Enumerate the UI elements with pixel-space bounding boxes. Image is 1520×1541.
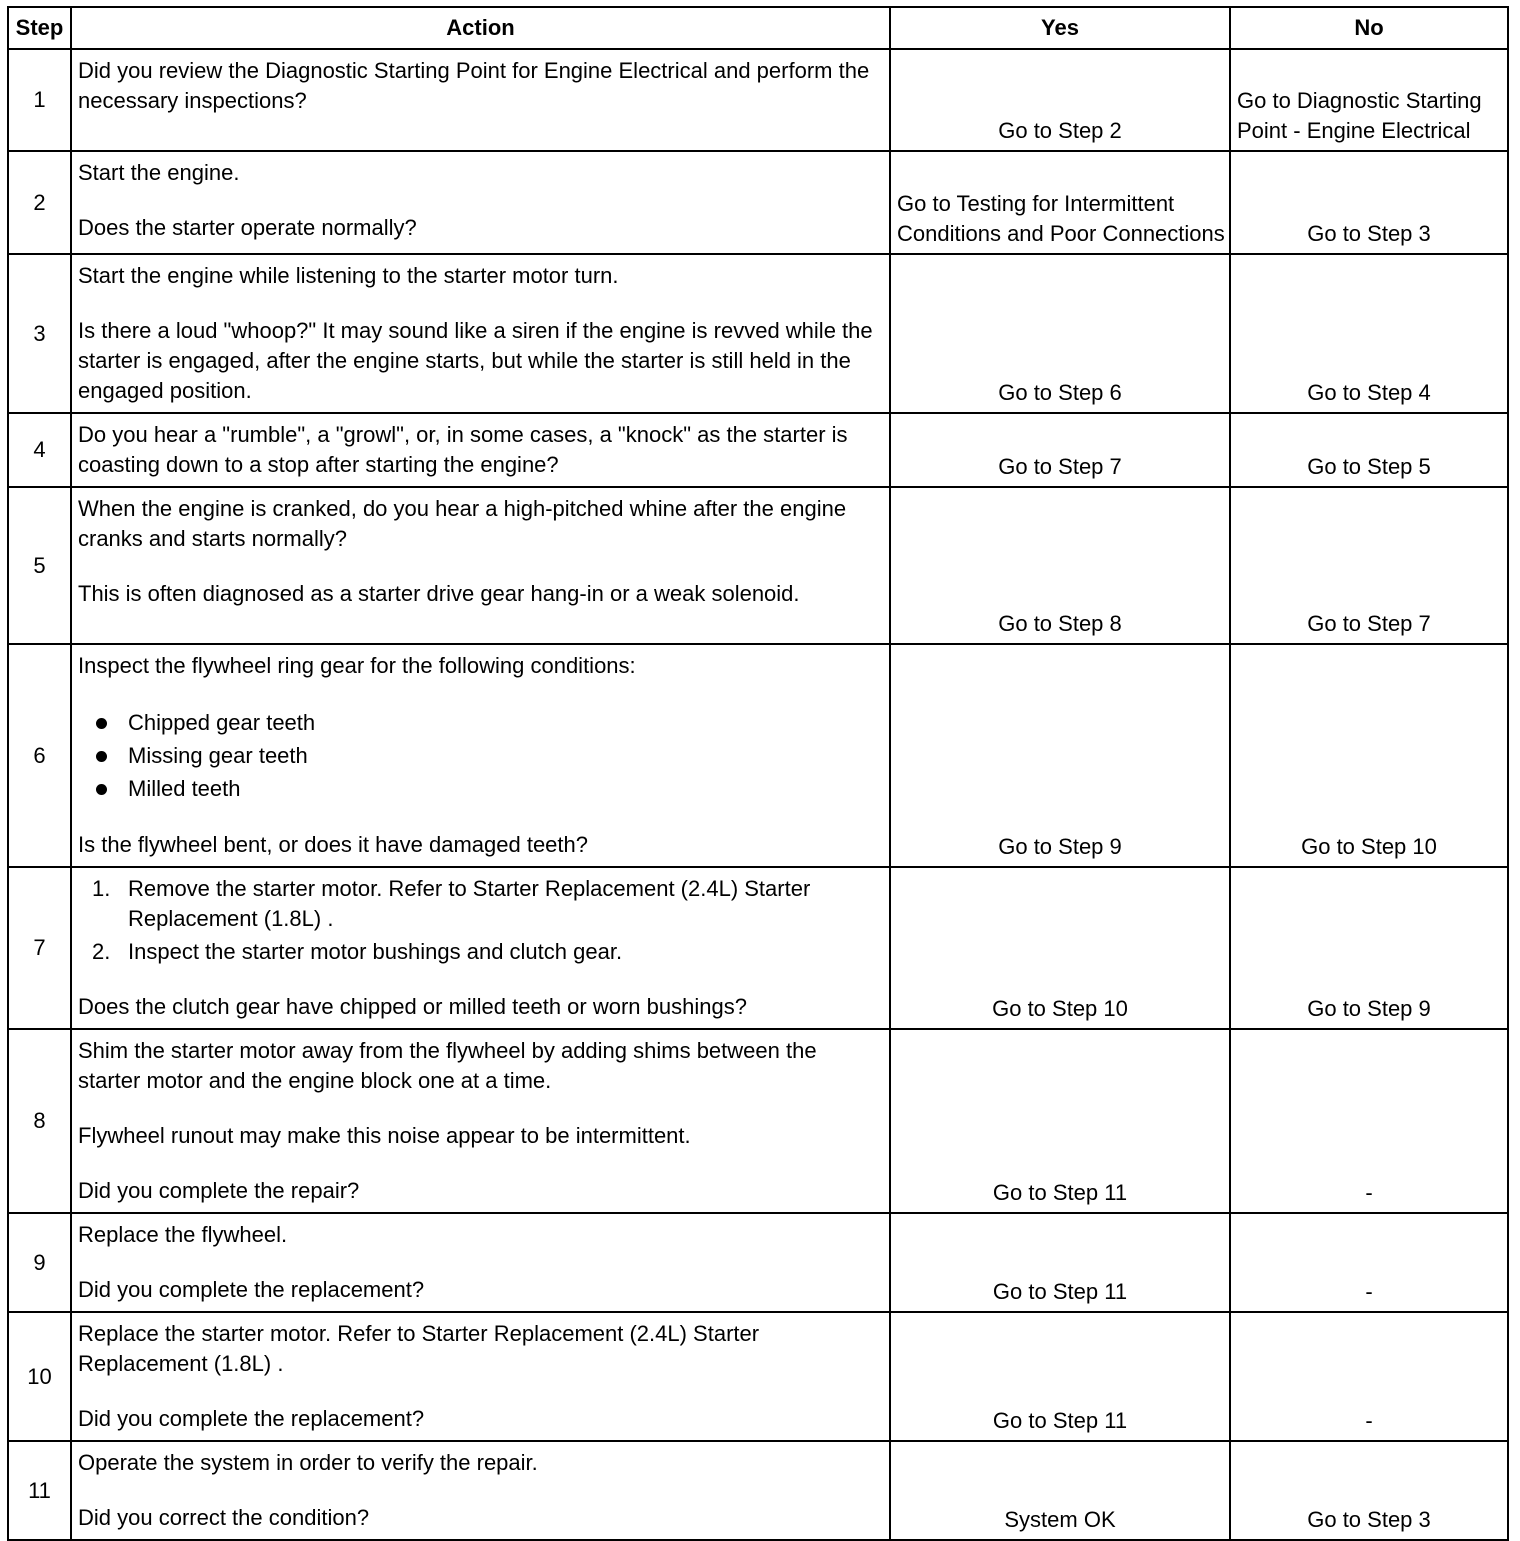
action-cell	[71, 151, 890, 254]
table-row	[8, 1312, 1508, 1441]
table-row	[8, 49, 1508, 151]
step-number: 1	[8, 49, 71, 151]
action-cell	[71, 1312, 890, 1441]
step-number: 5	[8, 487, 71, 644]
list-number: 2.	[92, 939, 111, 964]
no-cell: -	[1230, 1312, 1508, 1441]
step-number: 3	[8, 254, 71, 413]
yes-cell: Go to Step 10	[890, 867, 1230, 1029]
action-cell	[71, 49, 890, 151]
list-item	[78, 874, 883, 934]
table-row	[8, 1029, 1508, 1213]
action-text: Start the engine while listening to the starter motor turn.	[78, 263, 619, 288]
no-cell: Go to Step 4	[1230, 254, 1508, 413]
step-number: 7	[8, 867, 71, 1029]
action-note: This is often diagnosed as a starter drive gear hang-in or a weak solenoid.	[78, 581, 800, 606]
action-note: Flywheel runout may make this noise appear to be intermittent.	[78, 1123, 691, 1148]
action-question: Is the flywheel bent, or does it have damaged teeth?	[78, 832, 588, 857]
action-cell	[71, 254, 890, 413]
no-cell: Go to Step 10	[1230, 644, 1508, 867]
yes-cell: Go to Step 11	[890, 1029, 1230, 1213]
action-cell	[71, 644, 890, 867]
list-item: Milled teeth	[78, 772, 883, 805]
procedure-list	[78, 874, 883, 967]
yes-cell: Go to Step 7	[890, 413, 1230, 487]
action-question: Did you complete the replacement?	[78, 1406, 425, 1431]
action-question: Did you correct the condition?	[78, 1505, 370, 1530]
action-text: Replace the starter motor. Refer to Starter Replacement (2.4L) Starter Replacement (1.8L) .	[78, 1321, 760, 1376]
step-number: 8	[8, 1029, 71, 1213]
action-text: Shim the starter motor away from the flywheel by adding shims between the starter motor and the engine block one at a time.	[78, 1038, 817, 1093]
yes-cell: System OK	[890, 1441, 1230, 1540]
action-question: Did you complete the replacement?	[78, 1277, 425, 1302]
table-row	[8, 254, 1508, 413]
action-question: Is there a loud "whoop?" It may sound like a siren if the engine is revved while the starter is engaged, after the engine starts, but while the starter is still held in the engaged position.	[78, 318, 873, 403]
action-cell	[71, 1213, 890, 1312]
yes-cell: Go to Step 2	[890, 49, 1230, 151]
header-step: Step	[8, 7, 71, 49]
step-number: 6	[8, 644, 71, 867]
action-question: Do you hear a "rumble", a "growl", or, in some cases, a "knock" as the starter is coasting down to a stop after starting the engine?	[78, 422, 848, 477]
yes-cell: Go to Testing for Intermittent Conditions and Poor Connections	[890, 151, 1230, 254]
action-question: Did you complete the repair?	[78, 1178, 360, 1203]
table-row	[8, 644, 1508, 867]
table-row	[8, 1213, 1508, 1312]
header-yes: Yes	[890, 7, 1230, 49]
list-text: Inspect the starter motor bushings and clutch gear.	[128, 939, 623, 964]
step-number: 9	[8, 1213, 71, 1312]
step-number: 11	[8, 1441, 71, 1540]
yes-cell: Go to Step 11	[890, 1312, 1230, 1441]
yes-cell: Go to Step 6	[890, 254, 1230, 413]
action-cell	[71, 487, 890, 644]
action-question: Does the starter operate normally?	[78, 215, 417, 240]
list-item: Missing gear teeth	[78, 739, 883, 772]
list-item	[78, 937, 883, 967]
action-cell	[71, 1029, 890, 1213]
header-row	[8, 7, 1508, 49]
no-cell: Go to Diagnostic Starting Point - Engine Electrical	[1230, 49, 1508, 151]
table-row	[8, 867, 1508, 1029]
action-text: Operate the system in order to verify the repair.	[78, 1450, 538, 1475]
table-row	[8, 1441, 1508, 1540]
action-question: Does the clutch gear have chipped or milled teeth or worn bushings?	[78, 994, 747, 1019]
table-row	[8, 487, 1508, 644]
list-item: Chipped gear teeth	[78, 706, 883, 739]
header-no: No	[1230, 7, 1508, 49]
table-row	[8, 151, 1508, 254]
no-cell: Go to Step 5	[1230, 413, 1508, 487]
action-text: Start the engine.	[78, 160, 240, 185]
action-cell	[71, 1441, 890, 1540]
no-cell: Go to Step 3	[1230, 151, 1508, 254]
no-cell: Go to Step 7	[1230, 487, 1508, 644]
yes-cell: Go to Step 9	[890, 644, 1230, 867]
condition-list	[78, 706, 883, 805]
step-number: 4	[8, 413, 71, 487]
list-text: Remove the starter motor. Refer to Starter Replacement (2.4L) Starter Replacement (1.8L) .	[128, 876, 811, 931]
action-cell	[71, 413, 890, 487]
no-cell: Go to Step 9	[1230, 867, 1508, 1029]
no-cell: -	[1230, 1029, 1508, 1213]
step-number: 2	[8, 151, 71, 254]
no-cell: -	[1230, 1213, 1508, 1312]
no-cell: Go to Step 3	[1230, 1441, 1508, 1540]
action-text: Inspect the flywheel ring gear for the following conditions:	[78, 653, 636, 678]
action-text: Replace the flywheel.	[78, 1222, 288, 1247]
action-text: Did you review the Diagnostic Starting Point for Engine Electrical and perform the necessary inspections?	[78, 58, 870, 113]
step-number: 10	[8, 1312, 71, 1441]
yes-cell: Go to Step 8	[890, 487, 1230, 644]
header-action: Action	[71, 7, 890, 49]
list-number: 1.	[92, 876, 111, 901]
diagnostic-table	[7, 6, 1509, 1541]
action-question: When the engine is cranked, do you hear a high-pitched whine after the engine cranks and starts normally?	[78, 496, 847, 551]
table-row	[8, 413, 1508, 487]
action-cell	[71, 867, 890, 1029]
yes-cell: Go to Step 11	[890, 1213, 1230, 1312]
